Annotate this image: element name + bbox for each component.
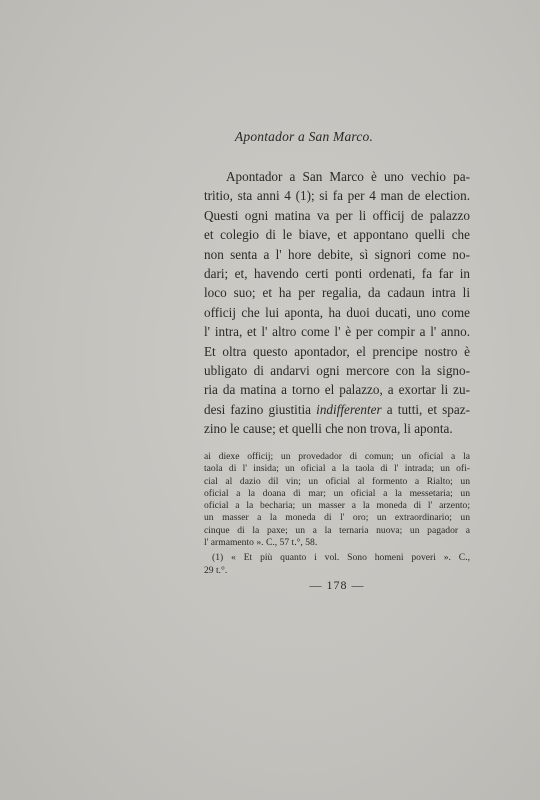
note-line: cinque di la paxe; un a la ternaria nuova; un pagador a: [204, 524, 470, 536]
note-line: taola di l' insida; un oficial a la taola di l' intrada; un ofi-: [204, 463, 470, 475]
footnotes: [204, 451, 470, 577]
body-line: non senta a l' hore debite, sì signori come no-: [204, 246, 470, 262]
note-line: oficial a la doana di mar; un oficial a la messetaria; un: [204, 487, 470, 499]
body-line: tritio, sta anni 4 (1); si fa per 4 man de election.: [204, 188, 470, 204]
body-line: Et oltra questo apontador, el prencipe nostro è: [204, 343, 470, 359]
note-line: oficial a la becharia; un masser a la moneda di l' arzento;: [204, 500, 470, 512]
note-line: cial al dazio dil vin; un oficial al formento a Rialto; un: [204, 475, 470, 487]
body-paragraph: [204, 167, 470, 439]
body-line: officij che lui aponta, ha duoi ducati, uno come: [204, 304, 470, 320]
body-line: Questi ogni matina va per li officij de palazzo: [204, 207, 470, 223]
body-line: [204, 400, 470, 419]
body-line: l' intra, et l' altro come l' è per compir a l' anno.: [204, 324, 470, 340]
footnote-line: (1) « Et più quanto i vol. Sono homeni poveri ». C.,: [212, 552, 470, 564]
section-heading: Apontador a San Marco.: [234, 129, 374, 144]
body-line: ubligato di andarvi ogni mercore con la signo-: [204, 363, 470, 379]
italic-word: indifferenter: [316, 401, 382, 417]
body-line: zino le cause; et quelli che non trova, li aponta.: [204, 421, 453, 437]
body-line: ria da matina a torno el palazzo, a exortar li zu-: [204, 382, 470, 398]
body-line-text: desi fazino giustitia: [204, 401, 317, 417]
note-line: ai diexe officij; un provedador di comun; un oficial a la: [204, 451, 470, 462]
body-line-tail: a tutti, et spaz-: [381, 401, 470, 417]
body-line: loco suo; et ha per regalia, da cadaun intra li: [204, 285, 470, 301]
footnote-line: 29 t.°.: [204, 564, 228, 576]
note-line: l' armamento ». C., 57 t.°, 58.: [204, 537, 318, 549]
page-number: — 178 —: [309, 578, 365, 592]
body-line: Apontador a San Marco è uno vechio pa-: [226, 169, 470, 184]
body-line: et colegio di le biave, et appontano quelli che: [204, 227, 470, 243]
note-line: un masser a la moneda di l' oro; un extraordinario; un: [204, 512, 470, 524]
body-line: dari; et, havendo certi ponti ordenati, fa far in: [204, 266, 470, 282]
